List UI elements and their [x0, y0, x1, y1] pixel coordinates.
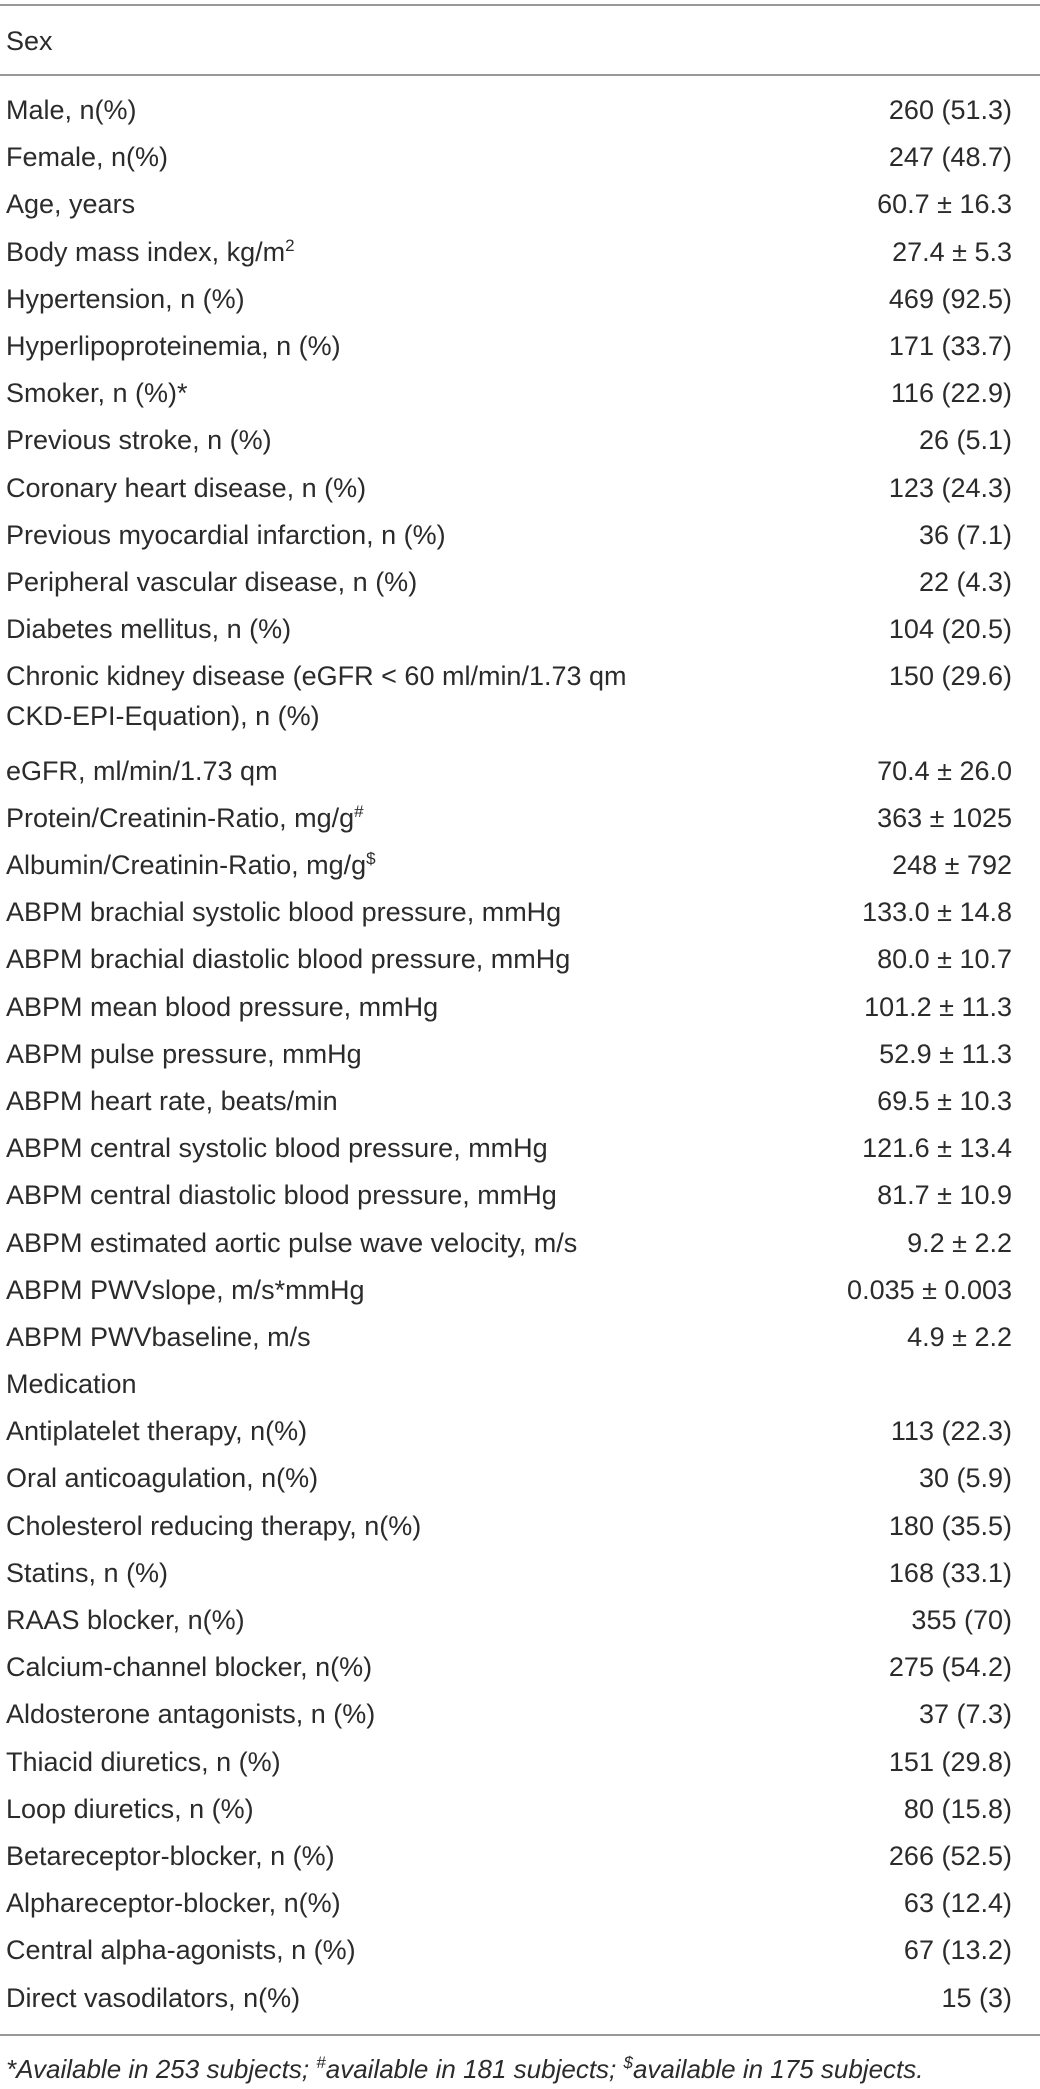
row-value: 123 (24.3): [888, 472, 1012, 503]
row-label-text: Protein/Creatinin-Ratio, mg/g: [6, 802, 355, 833]
row-label-text: Diabetes mellitus, n (%): [6, 614, 292, 645]
table-footnote: [6, 2052, 924, 2086]
row-label: [6, 1786, 706, 1829]
row-label-text: Age, years: [6, 189, 136, 220]
row-value: 363 ± 1025: [877, 802, 1012, 833]
row-label: [6, 606, 706, 649]
row-label-text: Previous myocardial infarction, n (%): [6, 519, 446, 550]
table-row: [0, 1125, 1040, 1172]
row-label: [6, 134, 706, 177]
table-row: [0, 795, 1040, 842]
table-row: [0, 134, 1040, 181]
row-label: [6, 1644, 706, 1687]
top-rule: [0, 4, 1040, 6]
table-header: Sex: [6, 26, 53, 56]
row-value: 116 (22.9): [890, 378, 1012, 409]
row-value: 27.4 ± 5.3: [892, 236, 1012, 267]
row-label-text: Direct vasodilators, n(%): [6, 1982, 301, 2013]
table-row: [0, 1975, 1040, 2022]
row-value: 26 (5.1): [918, 425, 1012, 456]
row-label: [6, 87, 706, 130]
row-label: [6, 936, 706, 979]
row-label-text: Cholesterol reducing therapy, n(%): [6, 1510, 422, 1541]
row-label: [6, 276, 706, 319]
row-label-text: Body mass index, kg/m: [6, 236, 286, 267]
table-row: [0, 748, 1040, 795]
table-row: [0, 606, 1040, 653]
row-label: [6, 370, 706, 413]
row-label: [6, 889, 706, 932]
row-value: 121.6 ± 13.4: [862, 1133, 1012, 1164]
table-row: [0, 1361, 1040, 1408]
row-label: [6, 181, 706, 224]
table-row: [0, 276, 1040, 323]
row-label-text: ABPM mean blood pressure, mmHg: [6, 991, 439, 1022]
row-label-text: Hypertension, n (%): [6, 283, 245, 314]
row-label: [6, 1597, 706, 1640]
table-row: [0, 1314, 1040, 1361]
row-label-sup: $: [366, 849, 376, 869]
row-label-text: ABPM central diastolic blood pressure, mmHg: [6, 1180, 557, 1211]
row-label-text: ABPM brachial systolic blood pressure, mmHg: [6, 897, 562, 928]
row-label: [6, 229, 706, 272]
row-value: 180 (35.5): [888, 1510, 1012, 1541]
row-value: 4.9 ± 2.2: [907, 1321, 1012, 1352]
table-row: [0, 889, 1040, 936]
row-label-text: eGFR, ml/min/1.73 qm: [6, 755, 278, 786]
row-label: [6, 1833, 706, 1876]
row-value: 80 (15.8): [903, 1793, 1012, 1824]
row-label: [6, 1691, 706, 1734]
row-value: 36 (7.1): [918, 519, 1012, 550]
row-label: [6, 1550, 706, 1593]
table-row: [0, 842, 1040, 889]
footnote-part1: *Available in 253 subjects;: [6, 2054, 317, 2084]
footnote-sup2: $: [623, 2053, 633, 2072]
table-row: [0, 1220, 1040, 1267]
row-label-text: Loop diuretics, n (%): [6, 1793, 254, 1824]
row-value: 469 (92.5): [888, 283, 1012, 314]
row-label-text: Albumin/Creatinin-Ratio, mg/g: [6, 850, 367, 881]
table-row: [0, 1408, 1040, 1455]
table-row: [0, 1786, 1040, 1833]
table-row: [0, 181, 1040, 228]
table-row: [0, 87, 1040, 134]
table-row: [0, 984, 1040, 1031]
table-row: [0, 1550, 1040, 1597]
row-value: 0.035 ± 0.003: [847, 1274, 1012, 1305]
table-row: [0, 1927, 1040, 1974]
row-label: [6, 795, 706, 838]
row-label: [6, 1927, 706, 1970]
row-label-text-line2: CKD-EPI-Equation), n (%): [6, 701, 320, 732]
row-label-text: Oral anticoagulation, n(%): [6, 1463, 319, 1494]
row-value: 37 (7.3): [918, 1699, 1012, 1730]
row-value: 60.7 ± 16.3: [877, 189, 1012, 220]
row-value: 52.9 ± 11.3: [879, 1038, 1012, 1069]
row-label: [6, 1503, 706, 1546]
row-value: 133.0 ± 14.8: [862, 897, 1012, 928]
row-label: [6, 1031, 706, 1074]
row-label: [6, 653, 706, 736]
row-value: 81.7 ± 10.9: [877, 1180, 1012, 1211]
bottom-rule: [0, 2034, 1040, 2036]
footnote-part3: available in 175 subjects.: [632, 2054, 924, 2084]
table-row: [0, 512, 1040, 559]
row-label: [6, 417, 706, 460]
row-value: 15 (3): [941, 1982, 1012, 2013]
row-value: 266 (52.5): [888, 1840, 1012, 1871]
row-label-text: ABPM PWVslope, m/s*mmHg: [6, 1274, 365, 1305]
row-label: [6, 1267, 706, 1310]
row-label: [6, 1455, 706, 1498]
table-row: [0, 1739, 1040, 1786]
table-row: [0, 653, 1040, 747]
table-row: [0, 1880, 1040, 1927]
table-row: [0, 1078, 1040, 1125]
row-label: [6, 1314, 706, 1357]
table-row: [0, 465, 1040, 512]
row-label: [6, 1361, 706, 1404]
row-label-text: Smoker, n (%)*: [6, 378, 188, 409]
row-label-text: Antiplatelet therapy, n(%): [6, 1416, 308, 1447]
table-row: [0, 1455, 1040, 1502]
row-label: [6, 1172, 706, 1215]
row-label-text: Alphareceptor-blocker, n(%): [6, 1888, 341, 1919]
row-label: [6, 559, 706, 602]
row-label-text: Female, n(%): [6, 142, 169, 173]
row-value: 168 (33.1): [888, 1557, 1012, 1588]
row-label-text: Thiacid diuretics, n (%): [6, 1746, 281, 1777]
table-row: [0, 1503, 1040, 1550]
row-label-text: Statins, n (%): [6, 1557, 169, 1588]
row-label-text: Male, n(%): [6, 95, 137, 125]
row-label: [6, 842, 706, 885]
header-rule: [0, 74, 1040, 76]
table-row: [0, 1833, 1040, 1880]
table-row: [0, 1644, 1040, 1691]
row-value: 30 (5.9): [918, 1463, 1012, 1494]
row-value: 9.2 ± 2.2: [907, 1227, 1012, 1258]
row-label: [6, 1880, 706, 1923]
row-label-text: Medication: [6, 1369, 137, 1400]
row-value: 113 (22.3): [890, 1416, 1012, 1447]
row-label: [6, 1125, 706, 1168]
row-label: [6, 1408, 706, 1451]
row-value: 248 ± 792: [892, 850, 1012, 881]
row-label-sup: #: [354, 801, 364, 821]
row-label-text: Previous stroke, n (%): [6, 425, 272, 456]
row-label: [6, 1078, 706, 1121]
row-label: [6, 1739, 706, 1782]
table-row: [0, 370, 1040, 417]
row-value: 101.2 ± 11.3: [864, 991, 1012, 1022]
row-label: [6, 323, 706, 366]
row-value: 104 (20.5): [888, 614, 1012, 645]
table-row: [0, 1031, 1040, 1078]
row-label-text: Coronary heart disease, n (%): [6, 472, 367, 503]
row-value: 247 (48.7): [888, 142, 1012, 173]
row-label: [6, 984, 706, 1027]
table-row: [0, 229, 1040, 276]
table-row: [0, 1597, 1040, 1644]
table-row: [0, 1267, 1040, 1314]
row-label-text: Central alpha-agonists, n (%): [6, 1935, 356, 1966]
row-value: 22 (4.3): [918, 566, 1012, 597]
row-label-text: ABPM pulse pressure, mmHg: [6, 1038, 362, 1069]
row-label-text: Chronic kidney disease (eGFR < 60 ml/min/1.73 qm: [6, 661, 627, 692]
row-label-text: Hyperlipoproteinemia, n (%): [6, 330, 341, 361]
row-value: 150 (29.6): [888, 661, 1012, 692]
row-value: 67 (13.2): [903, 1935, 1012, 1966]
row-value: 171 (33.7): [888, 330, 1012, 361]
row-label: [6, 512, 706, 555]
row-label: [6, 1220, 706, 1263]
table-row: [0, 1172, 1040, 1219]
table-row: [0, 323, 1040, 370]
table-row: [0, 417, 1040, 464]
footnote-sup1: #: [316, 2053, 326, 2072]
row-label-sup: 2: [285, 235, 295, 255]
row-value: 260 (51.3): [888, 95, 1012, 125]
table-row: [0, 559, 1040, 606]
table-row: [0, 936, 1040, 983]
footnote-part2: available in 181 subjects;: [325, 2054, 624, 2084]
row-value: 80.0 ± 10.7: [877, 944, 1012, 975]
row-value: 355 (70): [911, 1605, 1012, 1636]
row-label: [6, 748, 706, 791]
row-label-text: Peripheral vascular disease, n (%): [6, 566, 418, 597]
row-value: 275 (54.2): [888, 1652, 1012, 1683]
row-label-text: Aldosterone antagonists, n (%): [6, 1699, 376, 1730]
row-label-text: ABPM estimated aortic pulse wave velocity, m/s: [6, 1227, 578, 1258]
row-label-text: RAAS blocker, n(%): [6, 1605, 245, 1636]
row-label-text: Betareceptor-blocker, n (%): [6, 1840, 335, 1871]
row-label-text: ABPM heart rate, beats/min: [6, 1085, 338, 1116]
row-value: 69.5 ± 10.3: [877, 1085, 1012, 1116]
data-table: [0, 87, 1040, 2022]
row-value: 151 (29.8): [888, 1746, 1012, 1777]
row-label-text: ABPM PWVbaseline, m/s: [6, 1321, 311, 1352]
row-value: 63 (12.4): [903, 1888, 1012, 1919]
row-value: 70.4 ± 26.0: [877, 755, 1012, 786]
table-row: [0, 1691, 1040, 1738]
row-label-text: ABPM brachial diastolic blood pressure, mmHg: [6, 944, 571, 975]
row-label: [6, 1975, 706, 2018]
row-label-text: ABPM central systolic blood pressure, mmHg: [6, 1133, 548, 1164]
row-label-text: Calcium-channel blocker, n(%): [6, 1652, 373, 1683]
row-label: [6, 465, 706, 508]
